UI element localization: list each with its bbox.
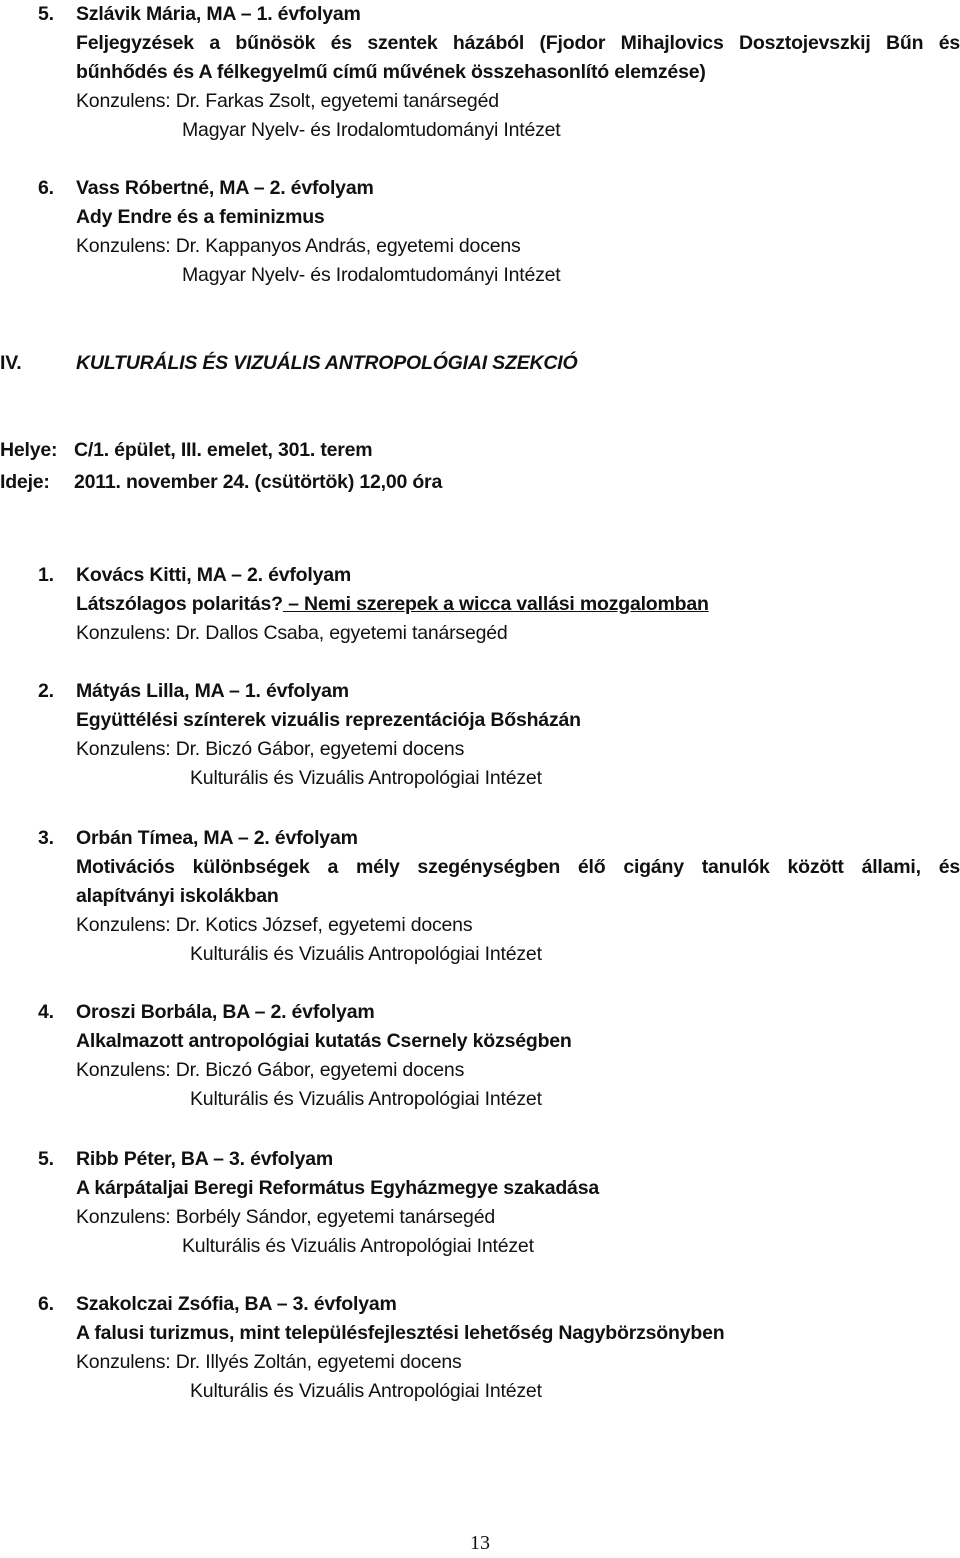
entry-institute: Kulturális és Vizuális Antropológiai Intézet (190, 767, 542, 789)
entry-consultant: Konzulens: Dr. Biczó Gábor, egyetemi docens (76, 1059, 465, 1081)
section-title: KULTURÁLIS ÉS VIZUÁLIS ANTROPOLÓGIAI SZEKCIÓ (76, 352, 578, 374)
entry-institute: Kulturális és Vizuális Antropológiai Intézet (190, 1380, 542, 1402)
entry-consultant: Konzulens: Dr. Kotics József, egyetemi docens (76, 914, 473, 936)
entry-author: Mátyás Lilla, MA – 1. évfolyam (76, 680, 349, 702)
entry-title-line: alapítványi iskolákban (76, 885, 279, 907)
entry-consultant: Konzulens: Dr. Farkas Zsolt, egyetemi tanársegéd (76, 90, 499, 112)
time-value: 2011. november 24. (csütörtök) 12,00 óra (74, 471, 443, 493)
entry-number: 4. (38, 1001, 54, 1023)
place-label: Helye: (0, 439, 58, 461)
entry-consultant: Konzulens: Dr. Kappanyos András, egyetemi docens (76, 235, 521, 257)
entry-title-line: bűnhődés és A félkegyelmű című művének összehasonlító elemzése) (76, 61, 706, 83)
entry-institute: Magyar Nyelv- és Irodalomtudományi Intézet (182, 264, 561, 286)
entry-number: 6. (38, 1293, 54, 1315)
entry-author: Oroszi Borbála, BA – 2. évfolyam (76, 1001, 375, 1023)
entry-author: Ribb Péter, BA – 3. évfolyam (76, 1148, 334, 1170)
entry-title-part-underlined: – Nemi szerepek a wicca vallási mozgalomban (282, 593, 709, 615)
entry-number: 3. (38, 827, 54, 849)
entry-institute: Kulturális és Vizuális Antropológiai Intézet (182, 1235, 534, 1257)
entry-author: Vass Róbertné, MA – 2. évfolyam (76, 177, 374, 199)
entry-institute: Kulturális és Vizuális Antropológiai Intézet (190, 943, 542, 965)
entry-number: 5. (38, 3, 54, 25)
entry-title-part: Látszólagos polaritás? (76, 593, 283, 615)
entry-title-line: A falusi turizmus, mint településfejlesztési lehetőség Nagybörzsönyben (76, 1322, 725, 1344)
entry-title-line: Együttélési színterek vizuális reprezentációja Bősházán (76, 709, 581, 731)
entry-title-line: Motivációs különbségek a mély szegénységben élő cigány tanulók között állami, és (76, 856, 960, 878)
place-value: C/1. épület, III. emelet, 301. terem (74, 439, 373, 461)
entry-consultant: Konzulens: Dr. Biczó Gábor, egyetemi docens (76, 738, 465, 760)
entry-author: Orbán Tímea, MA – 2. évfolyam (76, 827, 358, 849)
entry-institute: Magyar Nyelv- és Irodalomtudományi Intézet (182, 119, 561, 141)
entry-title-line (76, 590, 709, 619)
entry-number: 1. (38, 564, 54, 586)
time-label: Ideje: (0, 471, 50, 493)
entry-consultant: Konzulens: Dr. Dallos Csaba, egyetemi tanársegéd (76, 622, 508, 644)
entry-title-line: Feljegyzések a bűnösök és szentek házából (Fjodor Mihajlovics Dosztojevszkij Bűn és (76, 32, 960, 54)
entry-institute: Kulturális és Vizuális Antropológiai Intézet (190, 1088, 542, 1110)
entry-author: Szlávik Mária, MA – 1. évfolyam (76, 3, 361, 25)
entry-author: Kovács Kitti, MA – 2. évfolyam (76, 564, 352, 586)
entry-consultant: Konzulens: Borbély Sándor, egyetemi tanársegéd (76, 1206, 495, 1228)
section-roman-numeral: IV. (0, 352, 22, 374)
entry-consultant: Konzulens: Dr. Illyés Zoltán, egyetemi docens (76, 1351, 462, 1373)
entry-number: 2. (38, 680, 54, 702)
entry-number: 5. (38, 1148, 54, 1170)
entry-title-line: A kárpátaljai Beregi Református Egyházmegye szakadása (76, 1177, 599, 1199)
entry-number: 6. (38, 177, 54, 199)
entry-author: Szakolczai Zsófia, BA – 3. évfolyam (76, 1293, 397, 1315)
entry-title-line: Ady Endre és a feminizmus (76, 206, 325, 228)
page-number: 13 (470, 1532, 490, 1554)
entry-title-line: Alkalmazott antropológiai kutatás Csernely községben (76, 1030, 572, 1052)
